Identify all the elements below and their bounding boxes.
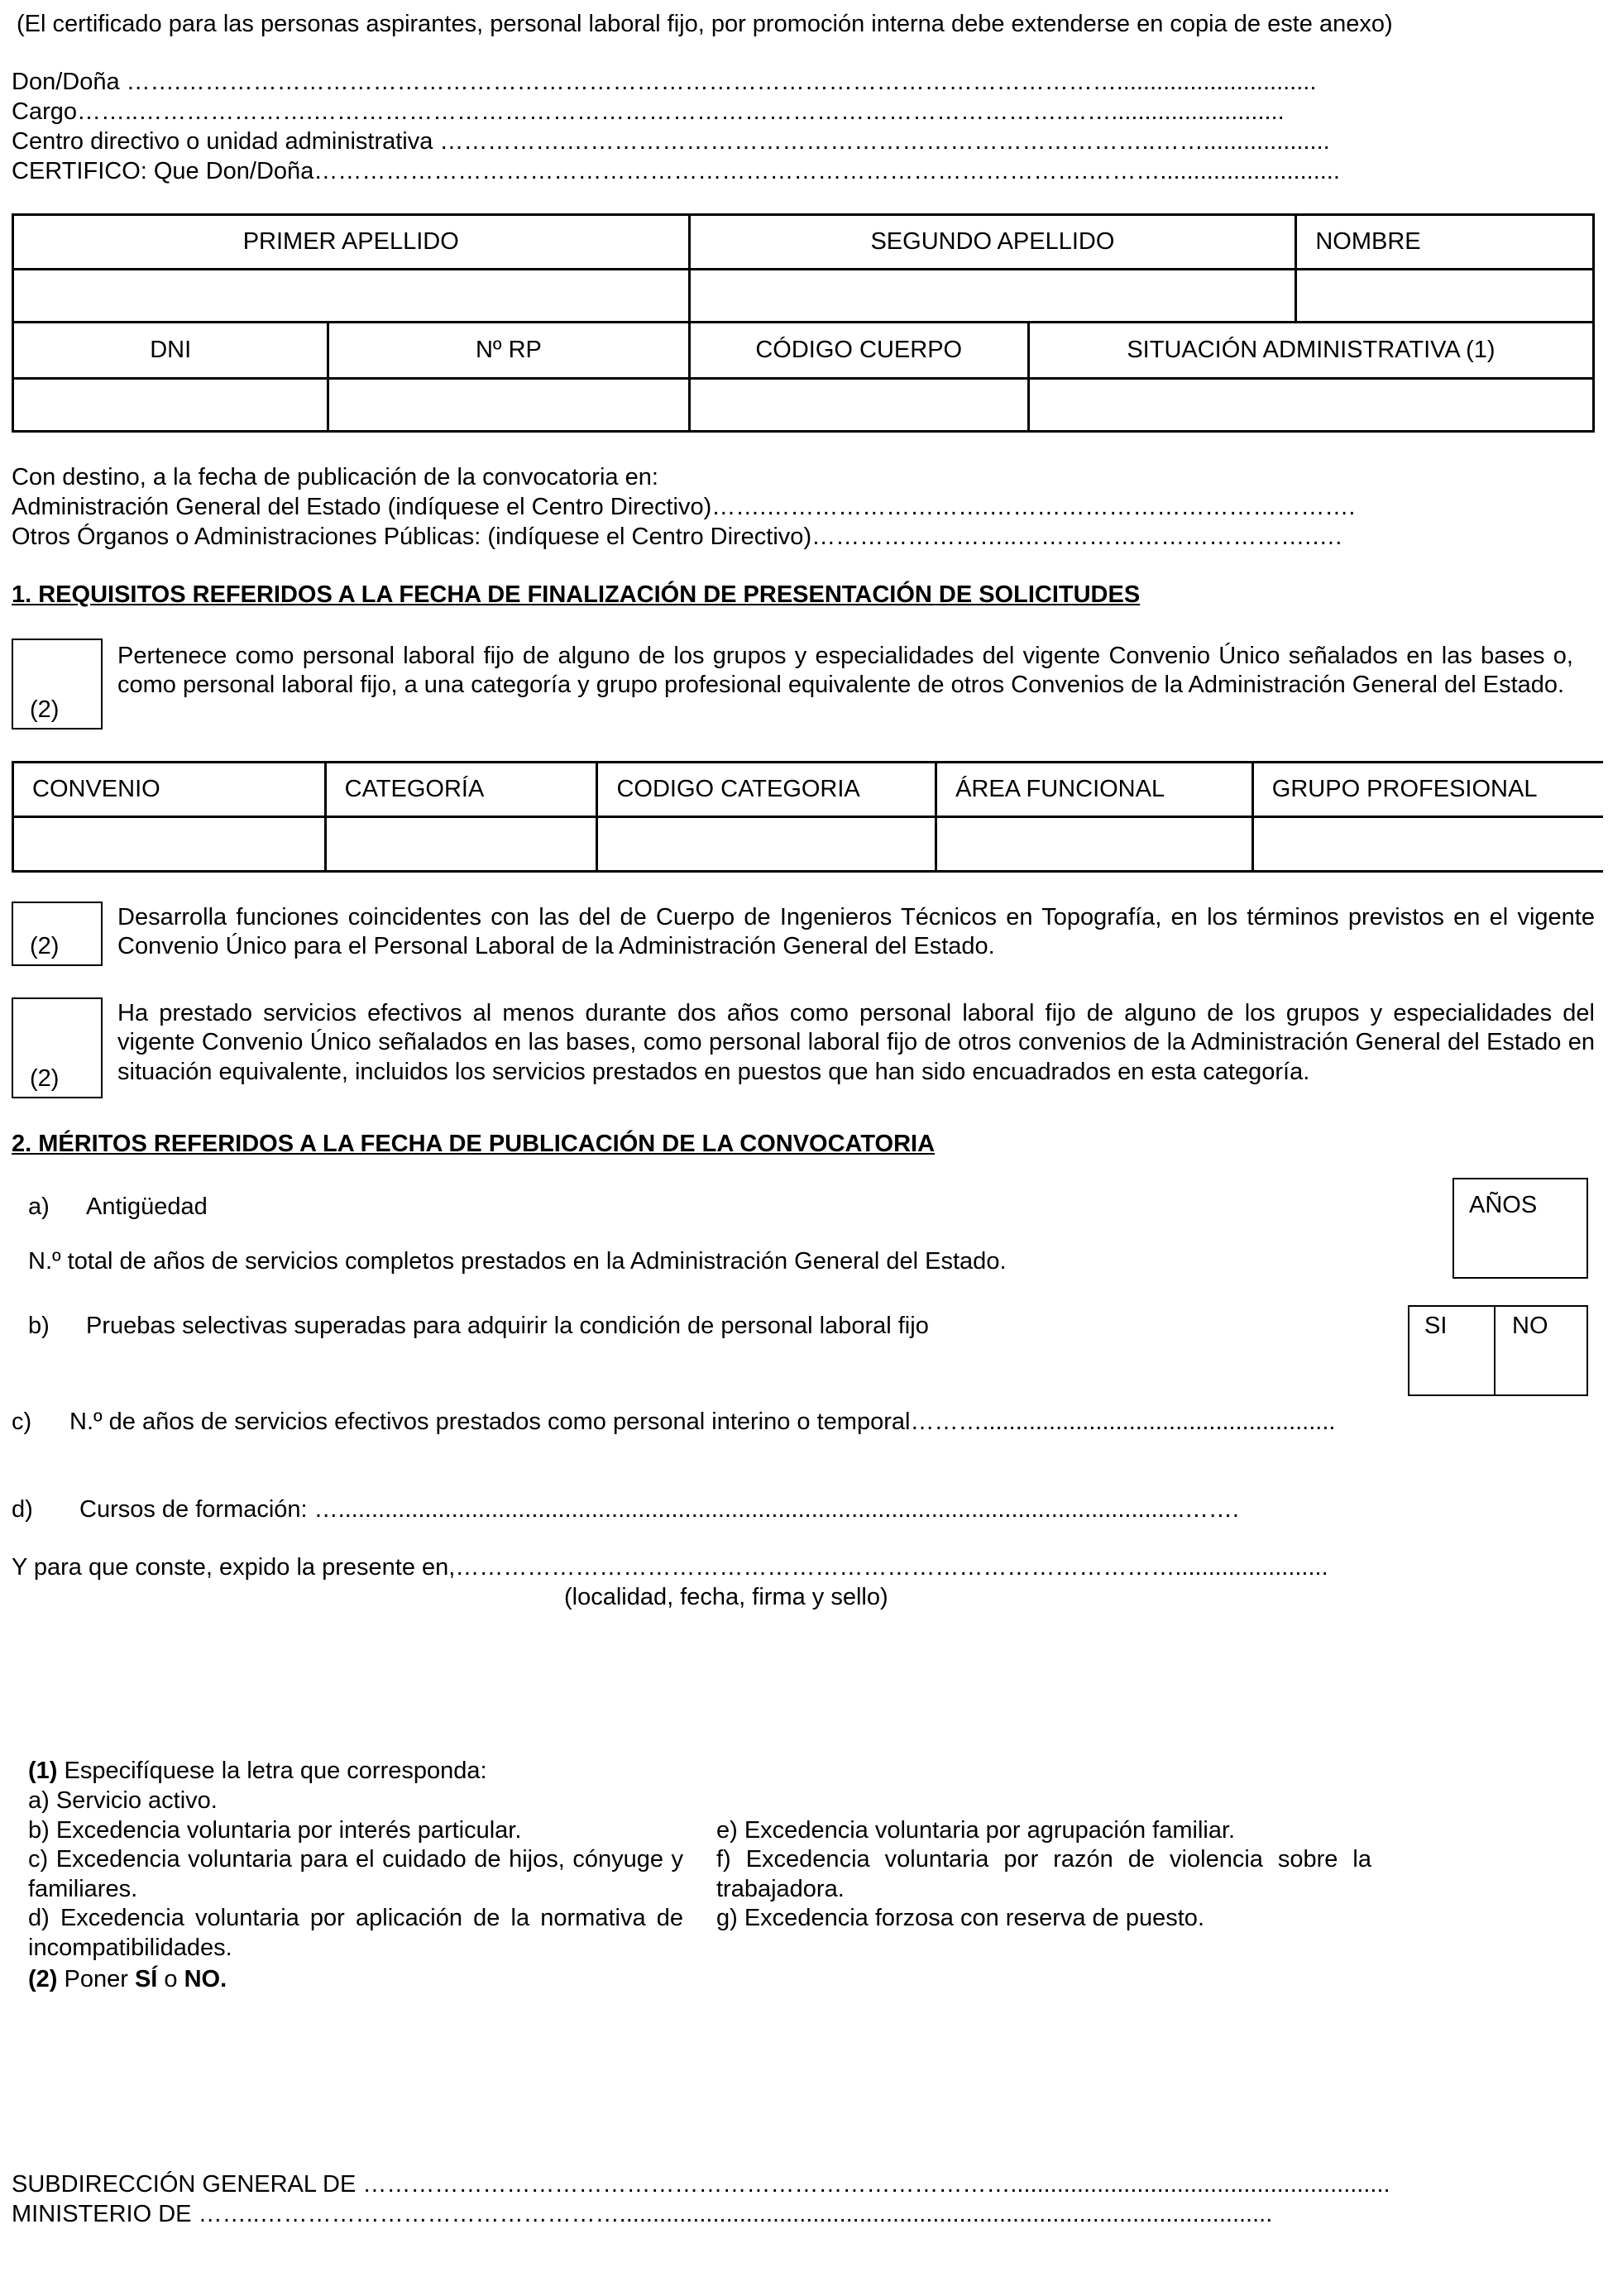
note-a: a) Servicio activo. (28, 1787, 218, 1814)
codigo-cuerpo-header: CÓDIGO CUERPO (689, 323, 1028, 379)
pruebas-label: Pruebas selectivas superadas para adquirir la condición de personal laboral fijo (86, 1313, 929, 1339)
note-b: b) Excedencia voluntaria por interés particular. (28, 1817, 522, 1844)
area-funcional-input[interactable] (936, 817, 1253, 872)
no-box[interactable] (1494, 1305, 1588, 1396)
note-g: g) Excedencia forzosa con reserva de puesto. (716, 1905, 1204, 1932)
req1-checkbox[interactable] (12, 639, 103, 729)
note2 (28, 1965, 227, 1994)
req2-mark: (2) (30, 932, 60, 959)
nrp-header: Nº RP (328, 323, 689, 379)
notes-left-column (28, 1816, 683, 1963)
codigo-cuerpo-input[interactable] (689, 379, 1028, 432)
subdireccion-field[interactable]: SUBDIRECCIÓN GENERAL DE ………………………………………………………………………......................................................... (12, 2171, 1390, 2198)
categoria-header: CATEGORÍA (325, 763, 597, 817)
primer-apellido-header: PRIMER APELLIDO (13, 215, 690, 270)
grupo-profesional-header: GRUPO PROFESIONAL (1252, 763, 1603, 817)
convenio-input[interactable] (13, 817, 326, 872)
antiguedad-letter: a) (28, 1193, 50, 1220)
conste-field[interactable]: Y para que conste, expido la presente en,………………………………………………………………………………....................... (12, 1554, 1328, 1581)
codigo-categoria-header: CODIGO CATEGORIA (597, 763, 936, 817)
situacion-input[interactable] (1028, 379, 1593, 432)
pruebas-letter: b) (28, 1313, 50, 1339)
antiguedad-detail: N.º total de años de servicios completos prestados en la Administración General del Estado. (28, 1248, 1007, 1275)
certifico-field[interactable]: CERTIFICO: Que Don/Doña…………………………………………………………………………………….………........................... (12, 158, 1340, 184)
note2-mark: (2) (28, 1966, 58, 1992)
req1-text: Pertenece como personal laboral fijo de alguno de los grupos y especialidades del vigente Convenio Único señalados en las bases o, como personal laboral fijo, a una categoría y grupo profesional equivalente de otros Convenios de la Administración General del Estado. (117, 643, 1573, 699)
convenio-table (12, 761, 1603, 873)
note-f: f) Excedencia voluntaria por razón de violencia sobre la trabajadora. (716, 1846, 1371, 1902)
anos-box[interactable] (1452, 1178, 1588, 1279)
dni-header: DNI (13, 323, 328, 379)
codigo-categoria-input[interactable] (597, 817, 936, 872)
destino-intro: Con destino, a la fecha de publicación de la convocatoria en: (12, 464, 658, 490)
cursos-letter: d) (12, 1496, 33, 1523)
note2-si: SÍ (134, 1966, 158, 1992)
note-c: c) Excedencia voluntaria para el cuidado de hijos, cónyuge y familiares. (28, 1846, 683, 1902)
req3-mark: (2) (30, 1064, 60, 1092)
notes-right-column (716, 1816, 1371, 1934)
area-funcional-header: ÁREA FUNCIONAL (936, 763, 1253, 817)
interino-letter: c) (12, 1409, 32, 1435)
dni-input[interactable] (13, 379, 328, 432)
req3-text: Ha prestado servicios efectivos al menos durante dos años como personal laboral fijo de alguno de los grupos y especialidades del vigente Convenio Único señalados en las bases, como personal laboral fijo de otros convenios de la Administración General del Estado en situación equivalente, incluidos los servicios prestados en puestos que han sido encuadrados en esta categoría. (117, 1000, 1595, 1085)
ministerio-field[interactable]: MINISTERIO DE ……..……………………………………….................................................................................................. (12, 2201, 1273, 2227)
note1-heading (28, 1757, 487, 1786)
req2-text: Desarrolla funciones coincidentes con las del de Cuerpo de Ingenieros Técnicos en Topografía, en los términos previstos en el vigente Convenio Único para el Personal Laboral de la Administración General del Estado. (117, 904, 1595, 960)
primer-apellido-input[interactable] (13, 270, 690, 323)
convenio-header: CONVENIO (13, 763, 326, 817)
situacion-header: SITUACIÓN ADMINISTRATIVA (1) (1028, 323, 1593, 379)
note1-mark: (1) (28, 1758, 58, 1784)
personal-data-table (12, 213, 1595, 433)
note1-text: Especifíquese la letra que corresponda: (57, 1758, 487, 1784)
note2-no: NO. (184, 1966, 227, 1992)
note2-o: o (157, 1966, 184, 1992)
req2-checkbox[interactable] (12, 902, 103, 966)
nombre-header: NOMBRE (1296, 215, 1594, 270)
cargo-field[interactable]: Cargo……..………………….………………………………………………………………………………….…….......................... (12, 98, 1285, 125)
si-box[interactable] (1408, 1305, 1496, 1396)
note-d: d) Excedencia voluntaria por aplicación de la normativa de incompatibilidades. (28, 1905, 683, 1961)
centro-field[interactable]: Centro directivo o unidad administrativa …………….………………………………………………………………..……................... (12, 128, 1330, 155)
section2-title: 2. MÉRITOS REFERIDOS A LA FECHA DE PUBLICACIÓN DE LA CONVOCATORIA (12, 1131, 936, 1157)
req1-mark: (2) (30, 696, 60, 723)
note-e: e) Excedencia voluntaria por agrupación familiar. (716, 1817, 1236, 1844)
section1-title: 1. REQUISITOS REFERIDOS A LA FECHA DE FINALIZACIÓN DE PRESENTACIÓN DE SOLICITUDES (12, 581, 1141, 608)
segundo-apellido-header: SEGUNDO APELLIDO (689, 215, 1296, 270)
don-field[interactable]: Don/Doña …….……………………………………………………………………………………………………….............................. (12, 69, 1317, 95)
header-note: (El certificado para las personas aspirantes, personal laboral fijo, por promoción interna debe extenderse en copia de este anexo) (17, 11, 1393, 37)
firma-caption: (localidad, fecha, firma y sello) (564, 1584, 888, 1610)
no-label: NO (1512, 1313, 1548, 1339)
note2-text: Poner (57, 1966, 135, 1992)
categoria-input[interactable] (325, 817, 597, 872)
nombre-input[interactable] (1296, 270, 1594, 323)
si-label: SI (1424, 1313, 1448, 1339)
destino-age-field[interactable]: Administración General del Estado (indíquese el Centro Directivo)…….……………………….………………………………………. (12, 494, 1356, 520)
req3-checkbox[interactable] (12, 997, 103, 1098)
anos-label: AÑOS (1469, 1192, 1538, 1218)
cursos-field[interactable]: Cursos de formación: …...............................................................................................................................……. (79, 1496, 1239, 1523)
antiguedad-label: Antigüedad (86, 1193, 208, 1220)
destino-otros-field[interactable]: Otros Órganos o Administraciones Públicas: (indíquese el Centro Directivo)……………………..……………………………….…. (12, 524, 1342, 550)
interino-field[interactable]: N.º de años de servicios efectivos prestados como personal interino o temporal………..................................................... (69, 1409, 1336, 1435)
nrp-input[interactable] (328, 379, 689, 432)
segundo-apellido-input[interactable] (689, 270, 1296, 323)
grupo-profesional-input[interactable] (1252, 817, 1603, 872)
